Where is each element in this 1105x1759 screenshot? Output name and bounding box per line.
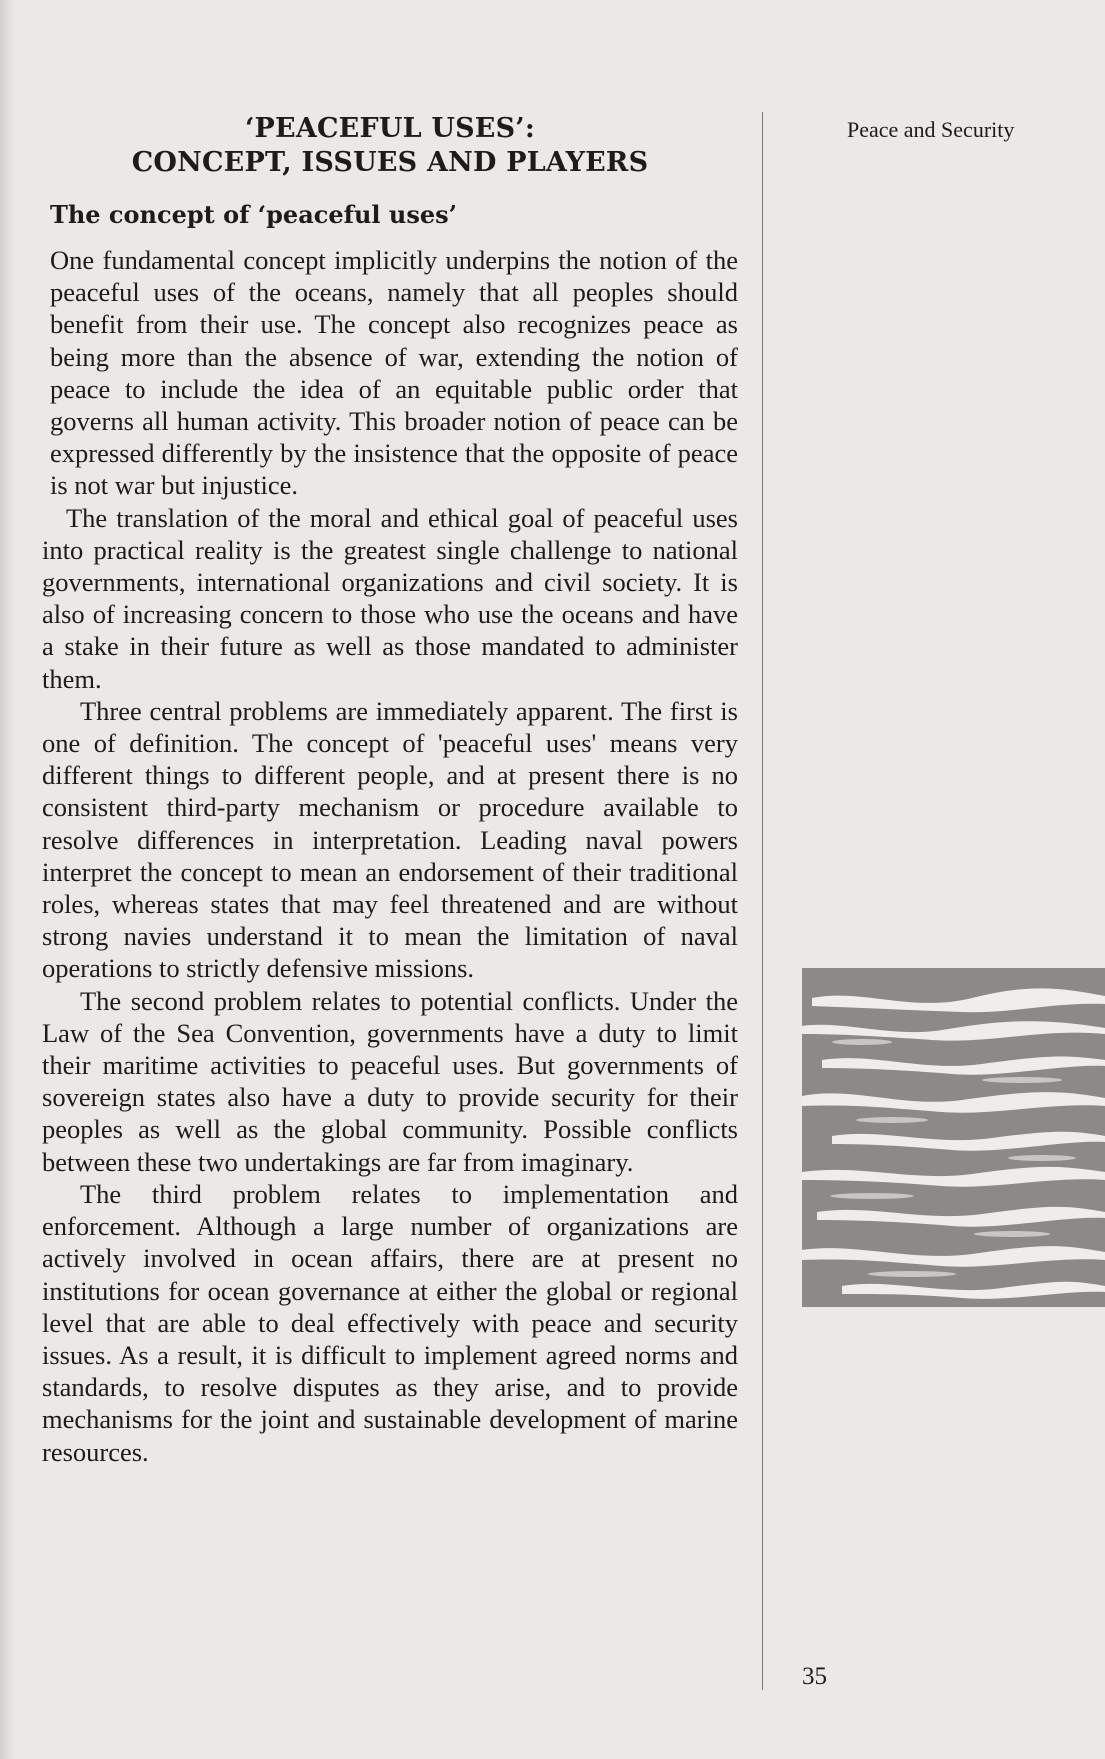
page-edge-shadow <box>0 0 14 1759</box>
body-paragraph-5: The third problem relates to implementation and enforcement. Although a large number of organizations are actively involved in ocean affairs, there are at present no institutions for ocean governance at either the global or regional level that are able to deal effectively with peace and security issues. As a result, it is difficult to implement agreed norms and standards, to resolve disputes as they arise, and to provide mechanisms for the joint and sustainable development of marine resources. <box>42 1178 738 1467</box>
chapter-title-line-2: CONCEPT, ISSUES AND PLAYERS <box>131 147 649 178</box>
body-paragraph-1: One fundamental concept implicitly underpins the notion of the peaceful uses of the oceans, namely that all peoples should benefit from their use. The concept also recognizes peace as being more than the absence of war, extending the notion of peace to include the idea of an equitable public order that governs all human activity. This broader notion of peace can be expressed differently by the insistence that the opposite of peace is not war but injustice. <box>50 245 738 501</box>
page-number: 35 <box>802 1663 827 1690</box>
chapter-title-line-1: ‘PEACEFUL USES’: <box>244 113 536 144</box>
column-divider-rule <box>762 112 763 1690</box>
body-paragraph-4: The second problem relates to potential conflicts. Under the Law of the Sea Convention, governments have a duty to limit their maritime activities to peaceful uses. But governments of sovereign states also have a duty to provide security for their peoples as well as the global community. Possible conflicts between these two undertakings are far from imaginary. <box>42 985 738 1177</box>
body-paragraph-3: Three central problems are immediately apparent. The first is one of definition. The concept of 'peaceful uses' means very different things to different people, and at present there is no consistent third-party mechanism or procedure available to resolve differences in interpretation. Leading naval powers interpret the concept to mean an endorsement of their traditional roles, whereas states that may feel threatened and are without strong navies understand it to mean the limitation of naval operations to strictly defensive missions. <box>42 695 738 984</box>
main-column <box>42 112 738 1468</box>
running-head: Peace and Security <box>847 117 1015 142</box>
wave-pattern-graphic <box>802 968 1105 1307</box>
chapter-title <box>42 112 738 180</box>
ocean-waves-image <box>802 968 1105 1307</box>
body-paragraph-2: The translation of the moral and ethical goal of peaceful uses into practical reality is the greatest single challenge to national governments, international organizations and civil society. It is also of increasing concern to those who use the oceans and have a stake in their future as well as those mandated to administer them. <box>42 502 738 694</box>
section-heading: The concept of ‘peaceful uses’ <box>50 200 457 229</box>
